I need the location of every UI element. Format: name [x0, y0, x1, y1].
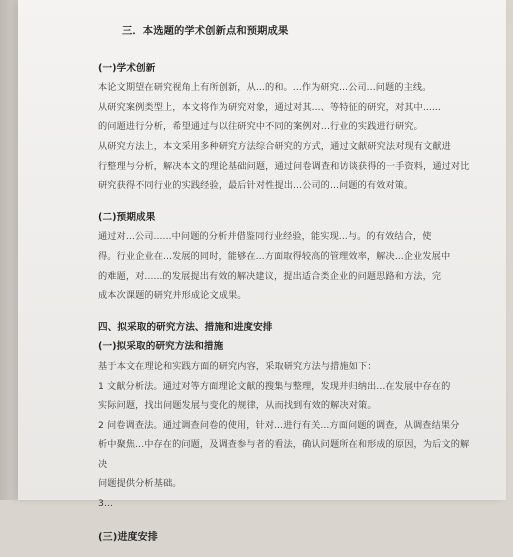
methods-line: 实际问题，找出问题发展与变化的规律，从而找到有效的解决对策。: [98, 400, 377, 412]
innovation-line: 研究获得不同行业的实践经验，最后针对性提出...公司的...问题的有效对策。: [98, 180, 414, 192]
progress-title: (三)进度安排: [98, 531, 158, 543]
methods-line: 决: [98, 458, 108, 470]
expected-line: 得。行业企业在...发展的同时，能够在...方面取得较高的管理效率，解决...企业发展中: [98, 250, 451, 262]
document-content: [98, 22, 513, 557]
methods-title: (一)拟采取的研究方法和措施: [98, 341, 224, 353]
innovation-line: 的问题进行分析，希望通过与以往研究中不同的案例对...行业的实践进行研究。: [98, 121, 423, 133]
innovation-line: 本论文期望在研究视角上有所创新，从...的和。...作为研究...公司...问题的主线。: [98, 82, 432, 94]
innovation-line: 从研究案例类型上，本文将作为研究对象，通过对其...、等特征的研究，对其中......: [98, 101, 441, 113]
section-4-title: 四、拟采取的研究方法、措施和进度安排: [98, 321, 273, 333]
methods-line: 2 问卷调查法。通过调查问卷的使用，针对...进行有关...方面问题的调查，从调查结果分: [98, 419, 460, 431]
methods-line: 1 文献分析法。通过对等方面理论文献的搜集与整理，发现并归纳出...在发展中存在的: [98, 380, 451, 392]
methods-line: 问题提供分析基础。: [98, 478, 182, 490]
section-3-title: 三．本选题的学术创新点和预期成果: [122, 25, 289, 37]
methods-line: 3...: [98, 498, 114, 510]
expected-title: (二)预期成果: [98, 211, 156, 223]
expected-line: 成本次课题的研究并形成论文成果。: [98, 290, 247, 302]
innovation-line: 从研究方法上，本文采用多种研究方法综合研究的方式，通过文献研究法对现有文献进: [98, 140, 451, 152]
methods-line: 基于本文在理论和实践方面的研究内容，采取研究方法与措施如下：: [98, 360, 377, 372]
page-shadow-left: [0, 0, 18, 500]
methods-line: 析中聚焦...中存在的问题，及调查参与者的看法，确认问题所在和形成的原因，为后文的解: [98, 439, 470, 451]
document-page: [18, 0, 506, 543]
innovation-line: 行整理与分析，解决本文的理论基础问题，通过问卷调查和访谈获得的一手资料，通过对比: [98, 160, 470, 172]
expected-line: 通过对...公司......中问题的分析并借鉴同行业经验，能实现...与。的有效结合，使: [98, 231, 432, 243]
innovation-title: (一)学术创新: [98, 62, 156, 74]
expected-line: 的难题，对......的发展提出有效的解决建议，提出适合类企业的问题思路和方法，完: [98, 270, 442, 282]
